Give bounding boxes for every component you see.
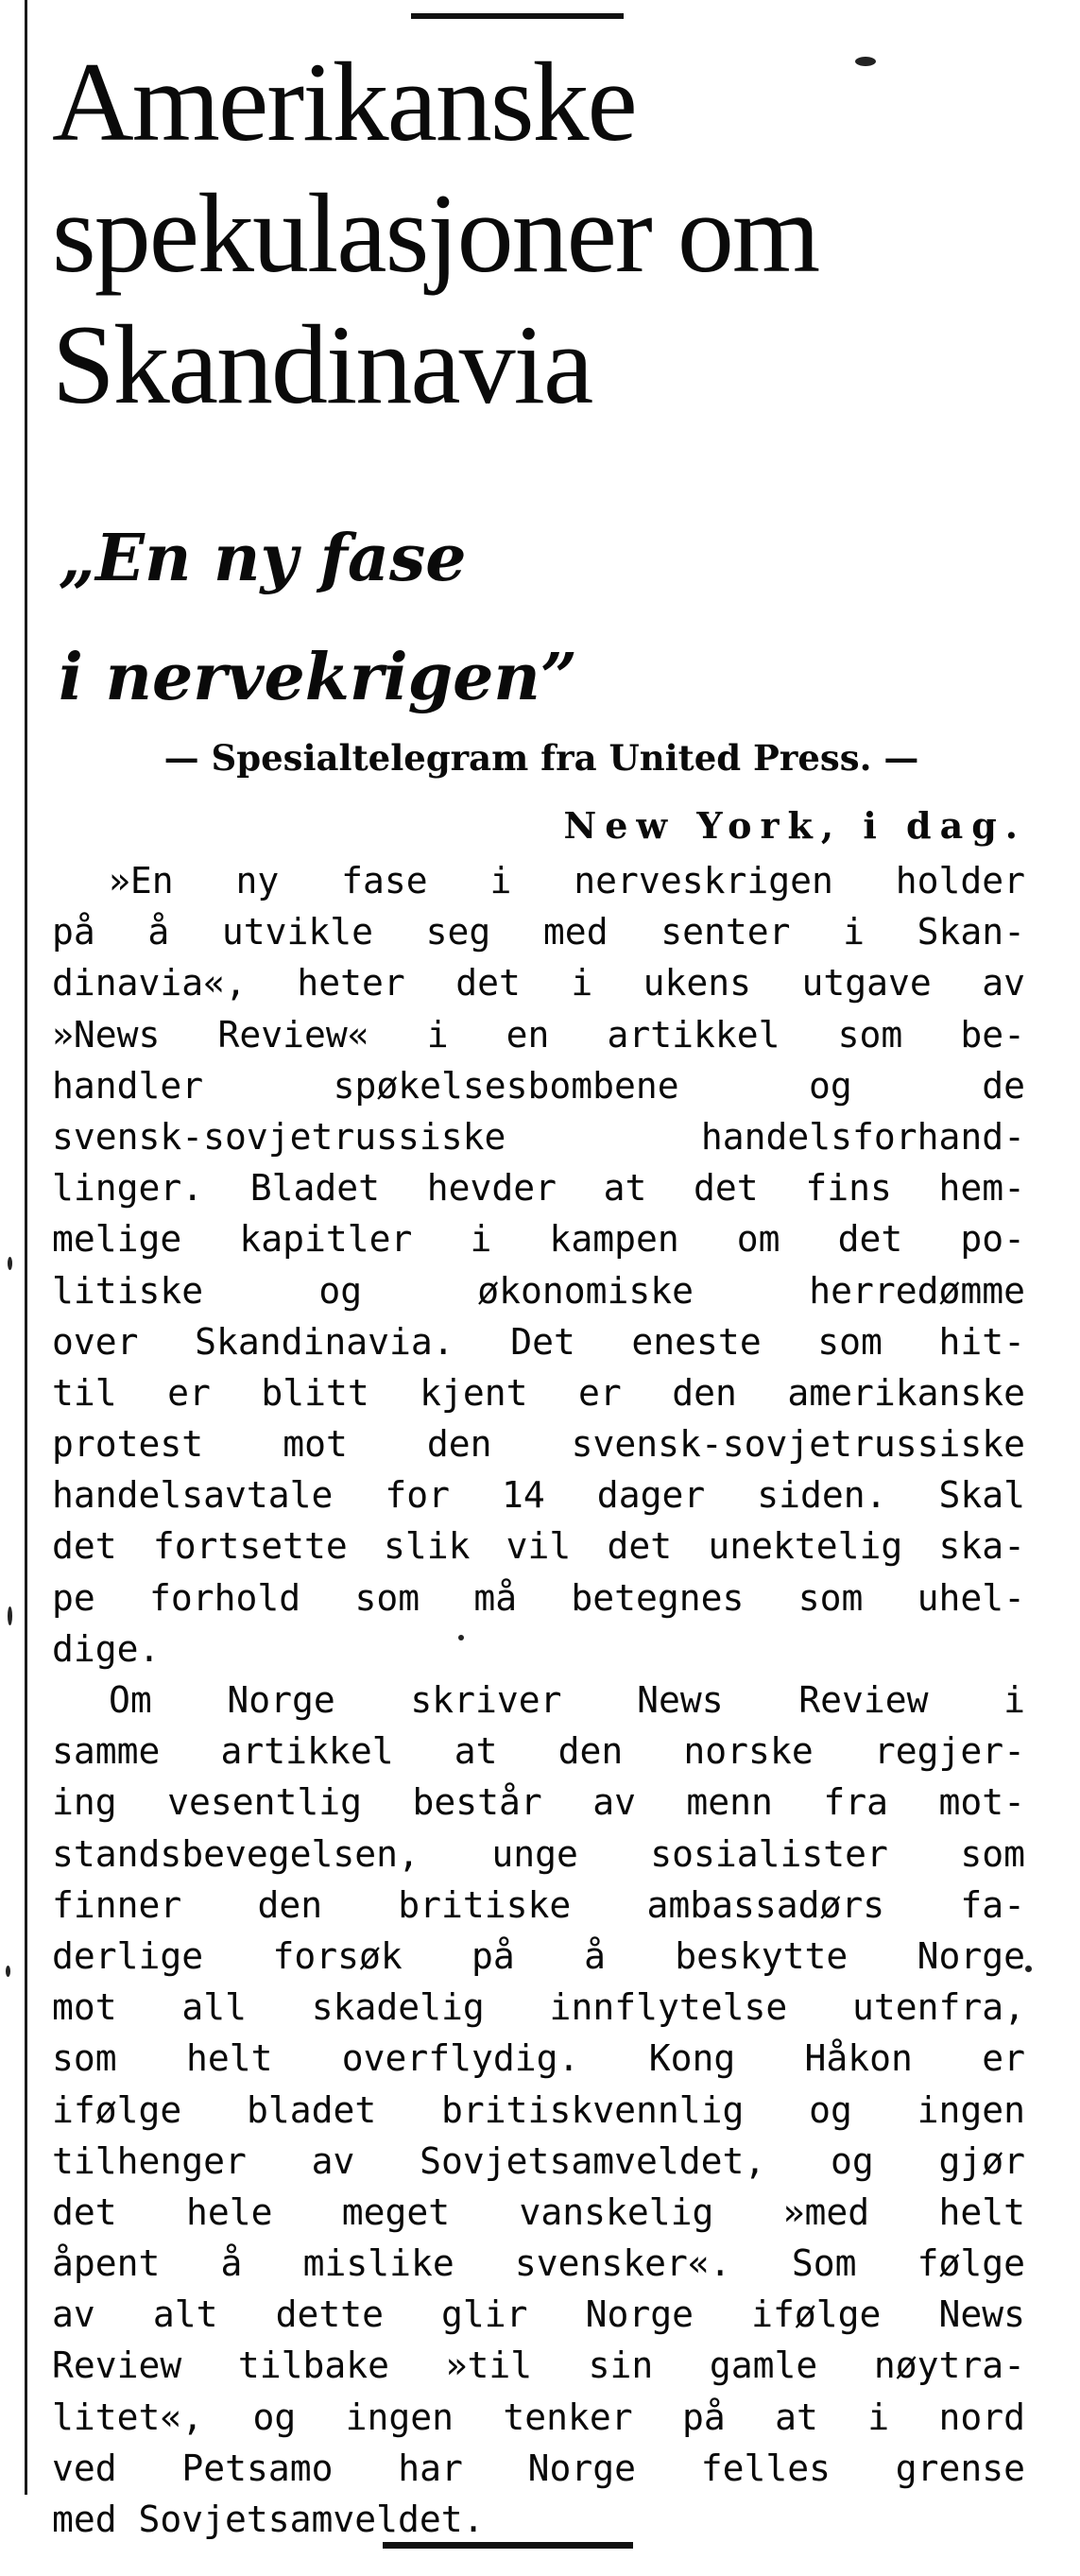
headline-line: Amerikanske [52, 39, 636, 164]
text-line: tilhenger av Sovjetsamveldet, og gjør [52, 2139, 1025, 2182]
paragraph [52, 855, 1025, 1674]
headline [52, 36, 1054, 430]
column-rule-left [25, 0, 27, 2495]
dateline: New York, i dag. [563, 804, 1026, 847]
text-line: handelsavtale for 14 dager siden. Skal [52, 1474, 1025, 1517]
print-speck [8, 1257, 12, 1270]
text-line: som helt overflydig. Kong Håkon er [52, 2037, 1025, 2080]
top-rule [411, 13, 624, 19]
text-line: på å utvikle seg med senter i Skan- [52, 911, 1025, 953]
text-line: det fortsette slik vil det unektelig ska- [52, 1525, 1025, 1568]
print-speck [458, 1635, 464, 1640]
text-line: til er blitt kjent er den amerikanske [52, 1371, 1025, 1414]
bottom-rule [383, 2542, 633, 2549]
text-line: ing vesentlig består av menn fra mot- [52, 1781, 1025, 1824]
text-line: dige. [52, 1627, 161, 1670]
text-line: litet«, og ingen tenker på at i nord [52, 2396, 1025, 2438]
text-line: ifølge bladet britiskvennlig og ingen [52, 2088, 1025, 2131]
subheadline-line: i nervekrigen” [59, 640, 577, 715]
text-line: ved Petsamo har Norge felles grense [52, 2447, 1025, 2489]
print-speck [6, 1966, 10, 1977]
text-line: samme artikkel at den norske regjer- [52, 1730, 1025, 1773]
text-line: protest mot den svensk-sovjetrussiske [52, 1423, 1025, 1466]
text-line: pe forhold som må betegnes som uhel- [52, 1576, 1025, 1619]
subheadline [59, 499, 1003, 737]
text-line: melige kapitler i kampen om det po- [52, 1218, 1025, 1261]
text-line: svensk-sovjetrussiske handelsforhand- [52, 1115, 1025, 1158]
text-line: standsbevegelsen, unge sosialister som [52, 1832, 1025, 1875]
print-speck [855, 57, 876, 66]
text-line: med Sovjetsamveldet. [52, 2499, 485, 2540]
text-line: Om Norge skriver News Review i [109, 1679, 1025, 1721]
print-speck [1025, 1966, 1032, 1972]
text-line: finner den britiske ambassadørs fa- [52, 1883, 1025, 1926]
subheadline-line: „En ny fase [59, 521, 467, 596]
text-line: åpent å mislike svensker«. Som følge [52, 2242, 1025, 2285]
headline-line: Skandinavia [52, 301, 592, 427]
text-line: det hele meget vanskelig »med helt [52, 2190, 1025, 2233]
text-line: handler spøkelsesbombene og de [52, 1064, 1025, 1107]
byline: — Spesialtelegram fra United Press. — [163, 737, 919, 779]
text-line: »News Review« i en artikkel som be- [52, 1013, 1025, 1056]
text-line: litiske og økonomiske herredømme [52, 1269, 1025, 1312]
text-line: »En ny fase i nerveskrigen holder [109, 860, 1025, 902]
text-line: derlige forsøk på å beskytte Norge [52, 1934, 1025, 1977]
text-line: mot all skadelig innflytelse utenfra, [52, 1986, 1025, 2029]
article-body [52, 855, 1025, 2545]
paragraph [52, 1674, 1025, 2545]
text-line: Review tilbake »til sin gamle nøytra- [52, 2344, 1025, 2387]
text-line: over Skandinavia. Det eneste som hit- [52, 1320, 1025, 1363]
text-line: av alt dette glir Norge ifølge News [52, 2293, 1025, 2336]
text-line: linger. Bladet hevder at det fins hem- [52, 1167, 1025, 1210]
text-line: dinavia«, heter det i ukens utgave av [52, 962, 1025, 1005]
print-speck [8, 1606, 12, 1625]
headline-line: spekulasjoner om [52, 170, 819, 296]
